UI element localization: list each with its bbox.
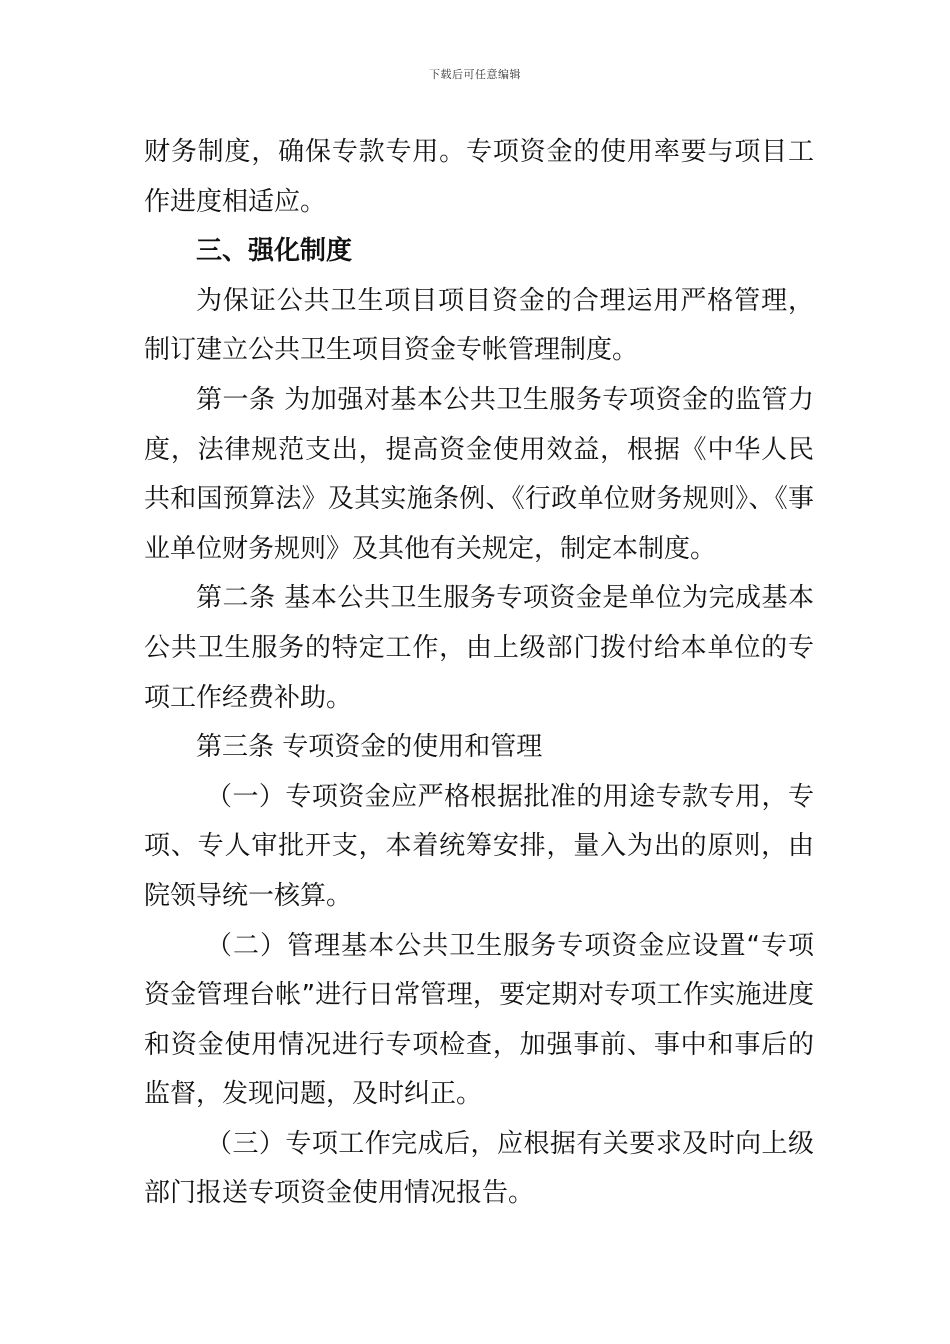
section-heading: 三、强化制度 [196, 236, 353, 267]
paragraph-intro: 为保证公共卫生项目项目资金的合理运用严格管理，制订建立公共卫生项目资金专帐管理制度。 [144, 285, 814, 366]
article-3: 第三条 专项资金的使用和管理 [196, 732, 543, 763]
paragraph-continuation: 财务制度，确保专款专用。专项资金的使用率要与项目工作进度相适应。 [144, 137, 814, 217]
clause-2: （二）管理基本公共卫生服务专项资金应设置“专项资金管理台帐”进行日常管理，要定期对专项工作实施进度和资金使用情况进行专项检查，加强事前、事中和事后的监督，发现问题，及时纠正。 [144, 930, 814, 1110]
article-2: 第二条 基本公共卫生服务专项资金是单位为完成基本公共卫生服务的特定工作，由上级部门拨付给本单位的专项工作经费补助。 [144, 583, 814, 713]
clause-3: （三）专项工作完成后，应根据有关要求及时向上级部门报送专项资金使用情况报告。 [144, 1128, 814, 1209]
document-body [144, 128, 814, 1219]
clause-1: （一）专项资金应严格根据批准的用途专款专用，专项、专人审批开支，本着统筹安排，量入为出的原则，由院领导统一核算。 [144, 781, 814, 911]
article-1: 第一条 为加强对基本公共卫生服务专项资金的监管力度，法律规范支出，提高资金使用效益，根据《中华人民共和国预算法》及其实施条例、《行政单位财务规则》、《事业单位财务规则》及其他有关规定，制定本制度。 [144, 384, 814, 564]
page-header: 下载后可任意编辑 [429, 68, 521, 81]
